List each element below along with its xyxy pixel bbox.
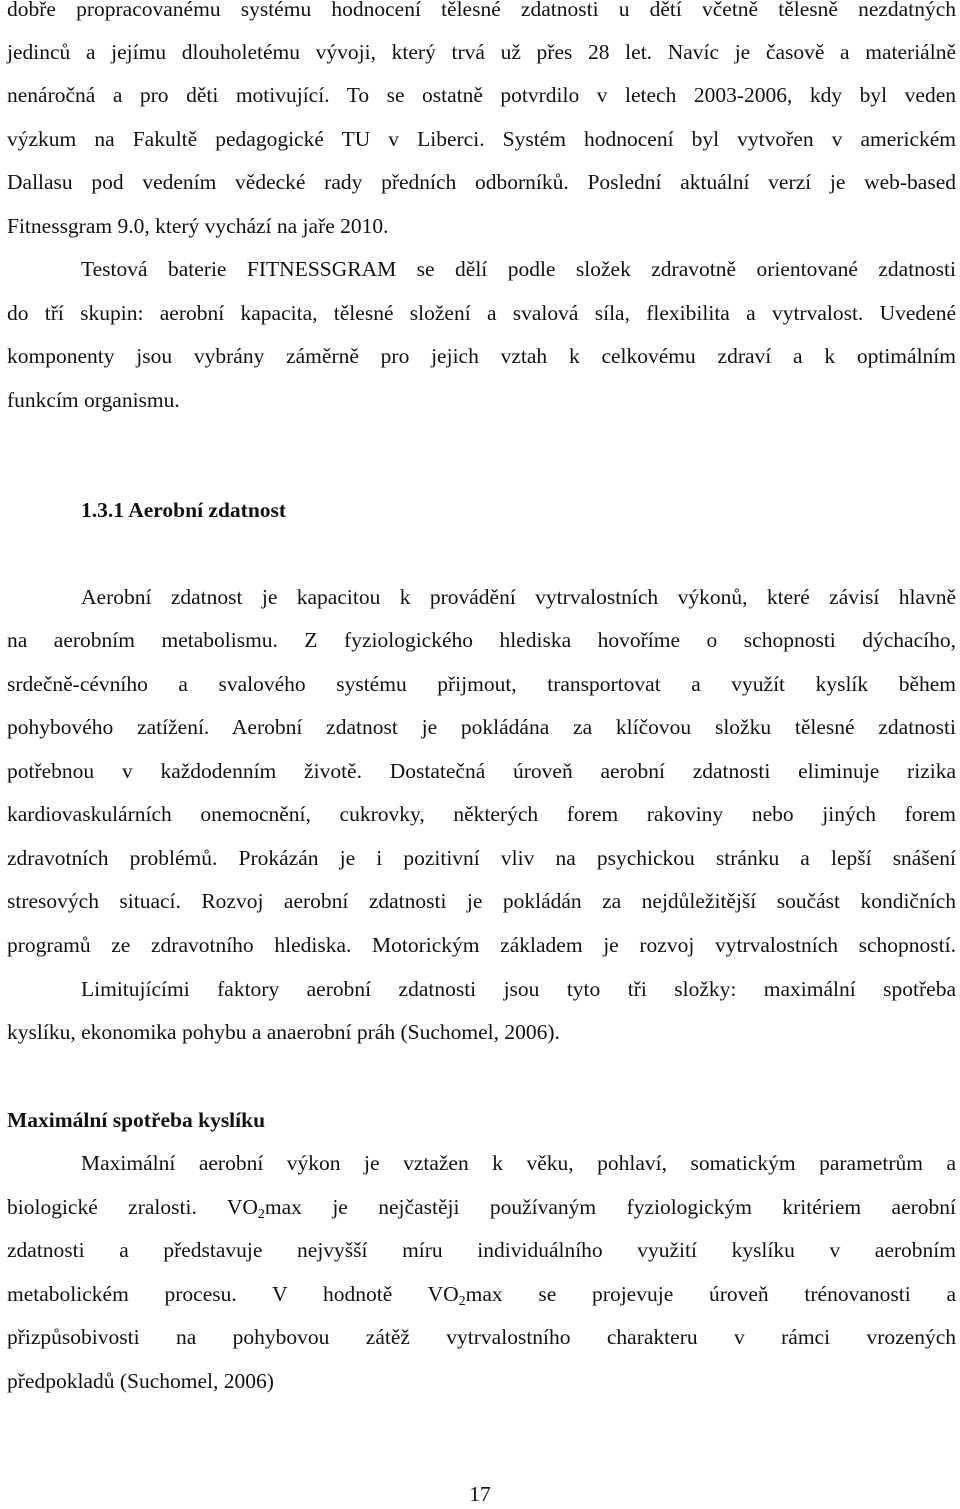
paragraph-line: stresových situací. Rozvoj aerobní zdatnosti je pokládán za nejdůležitější součást kondičních (7, 889, 956, 913)
paragraph-line (7, 1192, 956, 1222)
subsection-heading: Maximální spotřeba kyslíku (7, 1108, 266, 1132)
paragraph-line: výzkum na Fakultě pedagogické TU v Liberci. Systém hodnocení byl vytvořen v americkém (7, 127, 956, 151)
paragraph-line: komponenty jsou vybrány záměrně pro jejich vztah k celkovému zdraví a k optimálním (7, 344, 956, 368)
paragraph-line: do tří skupin: aerobní kapacita, tělesné složení a svalová síla, flexibilita a vytrvalost. Uvedené (7, 301, 956, 325)
text-run: metabolickém procesu. V hodnotě VO (7, 1282, 459, 1306)
paragraph-line: Dallasu pod vedením vědecké rady předních odborníků. Poslední aktuální verzí je web-based (7, 170, 956, 194)
paragraph-line: přizpůsobivosti na pohybovou zátěž vytrvalostního charakteru v rámci vrozených (7, 1325, 956, 1349)
paragraph-line: předpokladů (Suchomel, 2006) (7, 1369, 274, 1393)
paragraph-line: na aerobním metabolismu. Z fyziologického hlediska hovoříme o schopnosti dýchacího, (7, 628, 956, 652)
paragraph-line: funkcím organismu. (7, 388, 180, 412)
paragraph-line: srdečně-cévního a svalového systému přijmout, transportovat a využít kyslík během (7, 672, 956, 696)
paragraph-line: pohybového zatížení. Aerobní zdatnost je pokládána za klíčovou složku tělesné zdatnosti (7, 715, 956, 739)
subscript: 2 (257, 1207, 265, 1222)
paragraph-line: programů ze zdravotního hlediska. Motorickým základem je rozvoj vytrvalostních schopností. (7, 933, 956, 957)
paragraph-line: zdatnosti a představuje nejvyšší míru individuálního využití kyslíku v aerobním (7, 1238, 956, 1262)
paragraph-line: kyslíku, ekonomika pohybu a anaerobní práh (Suchomel, 2006). (7, 1020, 560, 1044)
text-run: max je nejčastěji používaným fyziologickým kritériem aerobní (264, 1195, 957, 1219)
paragraph-line: Limitujícími faktory aerobní zdatnosti jsou tyto tři složky: maximální spotřeba (81, 977, 956, 1001)
text-run: biologické zralosti. VO (7, 1195, 258, 1219)
paragraph-line: potřebnou v každodenním životě. Dostatečná úroveň aerobní zdatnosti eliminuje rizika (7, 759, 956, 783)
subscript: 2 (458, 1294, 466, 1309)
section-heading: 1.3.1 Aerobní zdatnost (81, 498, 287, 522)
paragraph-line: dobře propracovanému systému hodnocení tělesné zdatnosti u dětí včetně tělesně nezdatných (7, 0, 956, 21)
paragraph-line: Maximální aerobní výkon je vztažen k věku, pohlaví, somatickým parametrům a (81, 1151, 956, 1175)
paragraph-line: kardiovaskulárních onemocnění, cukrovky, některých forem rakoviny nebo jiných forem (7, 802, 956, 826)
text-run: max se projevuje úroveň trénovanosti a (465, 1282, 956, 1306)
paragraph-line: zdravotních problémů. Prokázán je i pozitivní vliv na psychickou stránku a lepší snášení (7, 846, 956, 870)
paragraph-line: jedinců a jejímu dlouholetému vývoji, který trvá už přes 28 let. Navíc je časově a materiálně (7, 40, 956, 64)
paragraph-line: Fitnessgram 9.0, který vychází na jaře 2010. (7, 214, 389, 238)
paragraph-line: Testová baterie FITNESSGRAM se dělí podle složek zdravotně orientované zdatnosti (81, 257, 956, 281)
page-number: 17 (469, 1482, 491, 1506)
paragraph-line: Aerobní zdatnost je kapacitou k provádění vytrvalostních výkonů, které závisí hlavně (81, 585, 956, 609)
paragraph-line: nenáročná a pro děti motivující. To se ostatně potvrdilo v letech 2003-2006, kdy byl veden (7, 83, 956, 107)
paragraph-line (7, 1279, 956, 1309)
